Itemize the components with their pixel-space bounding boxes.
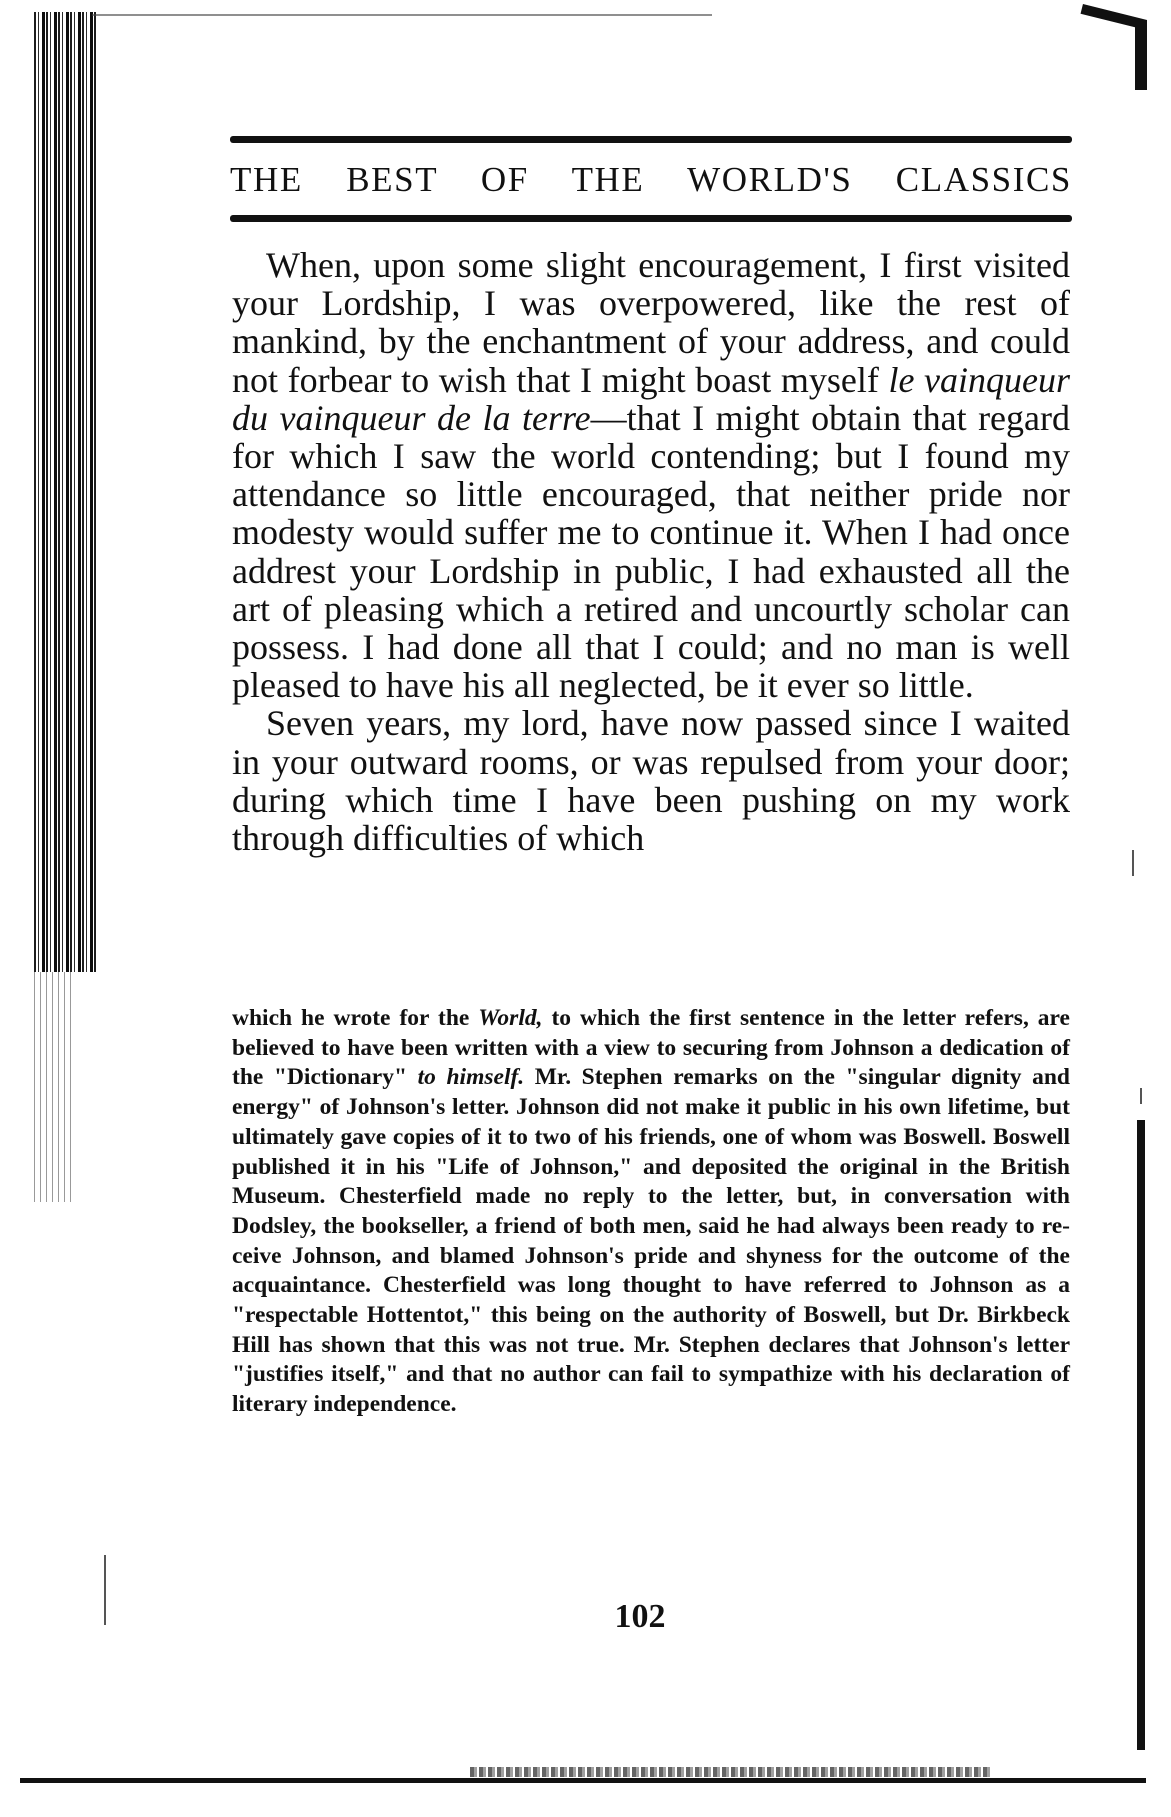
letter-p1-start: When, upon some slight encouragement, I first visited your Lordship, I was overpowered, like the rest of mankind, by the enchantment of your address, and could not forbear to wish that I might boast myself [232, 245, 1070, 400]
scan-speck [1132, 850, 1134, 876]
footnote-world: World, [478, 1005, 543, 1031]
binding-edge-shadow [34, 972, 74, 1202]
french-quote: le vainqueur du vainqueur de la terre [232, 359, 1071, 438]
letter-p1-end: —that I might obtain that regard for which I saw the world contending; but I found my attendance so little encouraged, that neither pride nor modesty would suffer me to continue it. When I had once addrest your Lordship in public, I had exhausted all the art of pleasing which a retired and uncourtly scholar can possess. I had done all that I could; and no man is well pleased to have his all neglected, be it ever so little. [232, 397, 1071, 706]
header-rule-top [230, 136, 1072, 143]
page-number: 102 [614, 1598, 666, 1635]
binding-edge [34, 12, 96, 972]
footnote-part-1: which he wrote for the [232, 1005, 479, 1031]
scan-smudge [470, 1767, 990, 1777]
scan-speck [1140, 1088, 1142, 1104]
right-page-edge [1137, 1120, 1145, 1750]
footnote-part-3: Mr. Stephen remarks on the "singular dignity and energy" of Johnson's letter. Johnson did not make it public in his own lifetime, but ultimately gave copies of it to two of his friends, one of whom was Boswell. Boswell published it in his "Life of Johnson," and deposited the original in the British Museum. Chesterfield made no reply to the letter, but, in conversation with Dodsley, the bookseller, a friend of both men, said he had always been ready to receive Johnson, and blamed Johnson's pride and shyness for the outcome of the acquaintance. Chesterfield was long thought to have referred to Johnson as a "respectable Hottentot," this being on the authority of Boswell, but Dr. Birkbeck Hill has shown that this was not true. Mr. Stephen declares that Johnson's letter "justifies itself," and that no author can fail to sympathize with his declaration of literary independence. [232, 1064, 1070, 1418]
scan-speck [104, 1555, 106, 1625]
footnote-paragraph [232, 1004, 1070, 1420]
footnote [232, 1004, 1070, 1420]
footnote-part-2: to which the first sentence in the letter refers, are believed to have been written with a view to securing from Johnson a dedication of the "Dictionary" [232, 1005, 1070, 1091]
letter-paragraph-1 [232, 246, 1070, 704]
header-rule-bottom [230, 215, 1072, 222]
letter-paragraph-2: Seven years, my lord, have now passed since I waited in your outward rooms, or was repulsed from your door; during which time I have been pushing on my work through difficulties of which [232, 703, 1070, 859]
top-page-edge [92, 14, 712, 16]
footnote-himself: to himself. [417, 1064, 525, 1091]
letter-body [232, 246, 1070, 857]
bottom-page-edge [20, 1778, 1146, 1783]
running-head: THE BEST OF THE WORLD'S CLASSICS [230, 160, 1072, 199]
